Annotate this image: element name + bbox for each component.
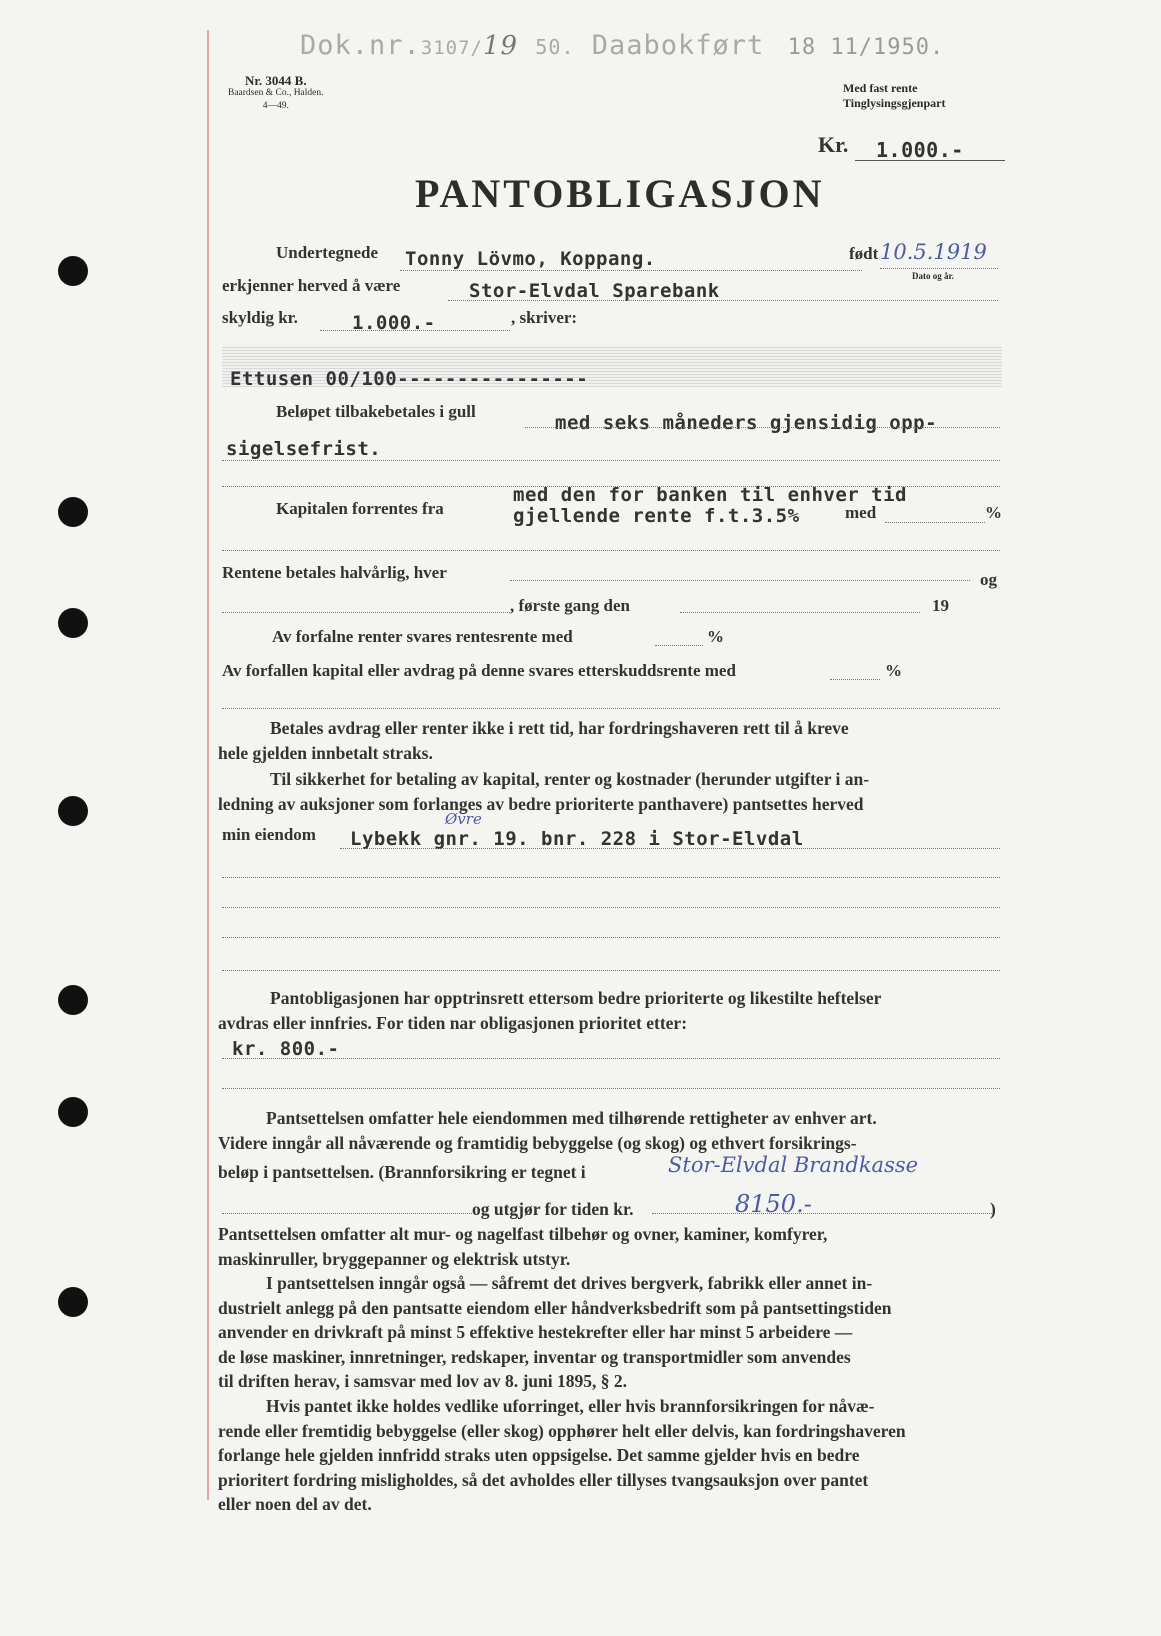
eiendom-label: min eiendom <box>222 825 316 844</box>
rentene-line <box>510 580 970 581</box>
form-printer: Baardsen & Co., Halden. <box>228 88 324 98</box>
punch-hole <box>58 497 88 527</box>
creditor-name: Stor-Elvdal Sparebank <box>469 280 720 302</box>
document-title: PANTOBLIGASJON <box>415 171 825 216</box>
insurance-line <box>222 1213 472 1214</box>
birth-date-line <box>880 268 998 269</box>
year-prefix: 19 <box>932 596 949 615</box>
industrial-line-5: til driften herav, i samsvar med lov av 8. juni 1895, § 2. <box>218 1371 627 1391</box>
corner-note <box>843 81 945 111</box>
maintenance-line-2: rende eller fremtidig bebyggelse (eller skog) opphører helt eller delvis, kan fordringshaveren <box>218 1420 906 1441</box>
fixtures-clause <box>218 1222 998 1271</box>
form-edition: 4—49. <box>262 101 289 111</box>
creditor-line <box>448 300 998 301</box>
fodt-label: født <box>849 244 879 263</box>
dato-label: Dato og år. <box>912 271 954 281</box>
amount-value: 1.000.- <box>876 138 964 162</box>
amount-in-words: Ettusen 00/100---------------- <box>230 368 589 390</box>
property-line <box>340 848 1000 849</box>
rentene-og: og <box>980 570 997 589</box>
kapitalen-label: Kapitalen forrentes fra <box>276 499 444 518</box>
repayment-terms-2: sigelsefrist. <box>226 438 382 460</box>
security-line-2: ledning av auksjoner som forlanges av bedre prioriterte panthavere) pantsettes herved <box>218 793 864 814</box>
maintenance-line-3: forlange hele gjelden innfridd straks uten oppsigelse. Det samme gjelder hvis en bedre <box>218 1445 860 1465</box>
interest-line <box>222 550 1000 551</box>
insurance-label: beløp i pantsettelsen. (Brannforsikring er tegnet i <box>218 1162 586 1182</box>
kapitalen-med: med <box>845 503 877 522</box>
property-description: Lybekk gnr. 19. bnr. 228 i Stor-Elvdal <box>350 828 804 850</box>
undertegnede-label: Undertegnede <box>276 243 378 262</box>
punch-hole <box>58 256 88 286</box>
forfalne-label: Av forfalne renter svares rentesrente med <box>272 627 573 646</box>
maintenance-line-4: prioritert fordring misligholdes, så det avholdes eller tillyses tvangsauksjon over pantet <box>218 1469 869 1490</box>
punch-hole <box>58 985 88 1015</box>
priority-line-2: avdras eller innfries. For tiden nar obligasjonen prioritet etter: <box>218 1012 688 1033</box>
property-line <box>222 970 1000 971</box>
scope-clause <box>218 1106 998 1155</box>
industrial-line-3: anvender en drivkraft på minst 5 effektive hestekrefter eller har minst 5 arbeidere — <box>218 1322 853 1342</box>
maintenance-line-1: Hvis pantet ikke holdes vedlike uforringet, eller hvis brannforsikringen for nåvæ- <box>266 1396 875 1416</box>
forfalne-line <box>655 645 703 646</box>
interest-terms-2: gjellende rente f.t.3.5% <box>513 505 800 527</box>
security-line-1: Til sikkerhet for betaling av kapital, renter og kostnader (herunder utgifter i an- <box>270 769 870 789</box>
debt-amount: 1.000.- <box>352 312 436 334</box>
birth-date: 10.5.1919 <box>880 240 987 264</box>
punch-hole <box>58 1097 88 1127</box>
priority-line <box>222 1088 1000 1089</box>
priority-clause <box>218 986 998 1035</box>
kapitalen-pct: % <box>985 503 1002 522</box>
forfallen-pct: % <box>885 661 902 680</box>
insurance-close: ) <box>990 1199 996 1219</box>
industrial-line-4: de løse maskiner, innretninger, redskaper, inventar og transportmidler som anvendes <box>218 1346 851 1367</box>
corner-copy-type: Tinglysingsgjenpart <box>843 96 946 110</box>
stamp-year: 50. <box>535 35 575 59</box>
property-hand-insert: Øvre <box>445 810 482 828</box>
stamp-dok-label: Dok.nr. <box>300 30 421 61</box>
form-number-block <box>228 74 324 113</box>
forfallen-line <box>830 679 880 680</box>
corner-fixed-rate: Med fast rente <box>843 81 918 95</box>
scope-line-1: Pantsettelsen omfatter hele eiendommen med tilhørende rettigheter av enhver art. <box>266 1108 877 1128</box>
stamp-dok-number-hand: 19 <box>483 31 519 61</box>
skyldig-label: skyldig kr. <box>222 308 298 327</box>
prior-debt-amount: kr. 800.- <box>232 1038 340 1060</box>
maintenance-line-5: eller noen del av det. <box>218 1494 372 1514</box>
industrial-line-2: dustrielt anlegg på den pantsatte eiendom eller håndverksbedrift som på pantsettingstiden <box>218 1297 892 1318</box>
maintenance-clause <box>218 1394 998 1517</box>
stamp-dagbokfort: Daabokført <box>591 30 765 61</box>
property-line <box>222 877 1000 878</box>
skriver-label: , skriver: <box>511 308 578 327</box>
debt-amount-line <box>320 330 510 331</box>
repayment-terms-1: med seks måneders gjensidig opp- <box>555 412 938 434</box>
rentene-line-2 <box>222 612 510 613</box>
interest-terms-1: med den for banken til enhver tid <box>513 484 907 506</box>
insurance-sum-line <box>652 1213 992 1214</box>
late-payment-line-1: Betales avdrag eller renter ikke i rett tid, har fordringshaveren rett til å kreve <box>270 718 849 738</box>
form-number: Nr. 3044 B. <box>244 73 307 88</box>
scope-line-2: Videre inngår all nåværende og framtidig bebyggelse (og skog) og ethvert forsikrings- <box>218 1132 857 1153</box>
amount-underline <box>855 160 1005 161</box>
property-line <box>222 907 1000 908</box>
priority-line-1: Pantobligasjonen har opptrinsrett ettersom bedre prioriterte og likestilte heftelser <box>270 988 882 1008</box>
punch-hole <box>58 796 88 826</box>
forste-gang-line <box>680 612 920 613</box>
insurance-sum-label: og utgjør for tiden kr. <box>472 1199 634 1219</box>
property-line <box>222 937 1000 938</box>
debtor-line <box>400 270 862 271</box>
interest-pct-line <box>885 522 985 523</box>
stamp-dok-number: 3107/ <box>420 37 483 59</box>
insurance-sum: 8150.- <box>735 1190 812 1218</box>
late-payment-line-2: hele gjelden innbetalt straks. <box>218 742 433 763</box>
rentene-label: Rentene betales halvårlig, hver <box>222 563 447 582</box>
forfallen-label: Av forfallen kapital eller avdrag på denne svares etterskuddsrente med <box>222 661 736 680</box>
forste-gang-label: , første gang den <box>510 596 630 615</box>
security-clause <box>218 767 998 816</box>
insurance-company: Stor-Elvdal Brandkasse <box>668 1153 919 1177</box>
erkjenner-label: erkjenner herved å være <box>222 276 401 295</box>
repayment-line <box>525 427 1000 428</box>
margin-line <box>207 30 209 1500</box>
belopet-label: Beløpet tilbakebetales i gull <box>276 402 476 421</box>
late-payment-clause <box>218 716 998 765</box>
priority-line <box>222 1058 1000 1059</box>
fixtures-line-1: Pantsettelsen omfatter alt mur- og nagelfast tilbehør og ovner, kaminer, komfyrer, <box>218 1224 828 1244</box>
stamp-date: 18 11/1950. <box>787 35 945 60</box>
forfalne-pct: % <box>707 627 724 646</box>
registration-stamp <box>300 30 944 61</box>
industrial-clause <box>218 1271 998 1394</box>
punch-hole <box>58 608 88 638</box>
punch-hole <box>58 1287 88 1317</box>
repayment-line <box>222 460 1000 461</box>
forfallen-line-2 <box>222 708 1000 709</box>
fixtures-line-2: maskinruller, bryggepanner og elektrisk utstyr. <box>218 1248 571 1269</box>
amount-label: Kr. <box>818 132 849 157</box>
debtor-name: Tonny Lövmo, Koppang. <box>405 248 656 270</box>
industrial-line-1: I pantsettelsen inngår også — såfremt det drives bergverk, fabrikk eller annet in- <box>266 1273 873 1293</box>
